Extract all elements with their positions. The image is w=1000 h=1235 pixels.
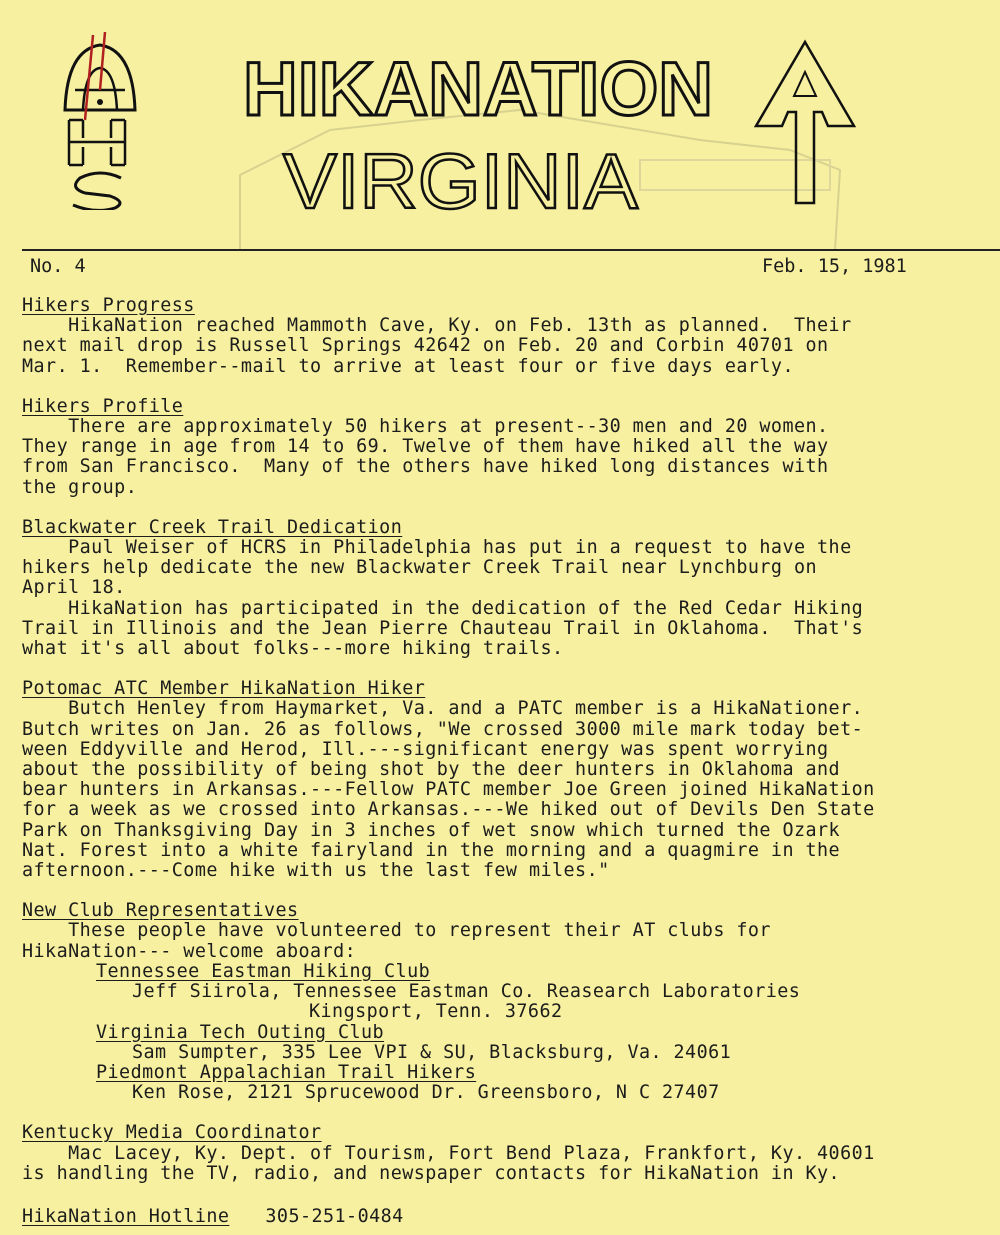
paragraph-line: ween Eddyville and Herod, Ill.---significant energy was spent worrying (22, 738, 829, 760)
paragraph-line: They range in age from 14 to 69. Twelve of them have hiked all the way (22, 436, 829, 458)
club-contact-city: Kingsport, Tenn. 37662 (309, 1001, 563, 1023)
paragraph-line: Nat. Forest into a white fairyland in the morning and a quagmire in the (22, 839, 841, 861)
paragraph-line: afternoon.---Come hike with us the last few miles." (22, 860, 610, 882)
section-heading: Blackwater Creek Trail Dedication (22, 516, 403, 538)
title-virginia: VIRGINIA (283, 137, 638, 225)
paragraph-line: Mar. 1. Remember--mail to arrive at least four or five days early. (22, 355, 794, 377)
paragraph-line: is handling the TV, radio, and newspaper contacts for HikaNation in Ky. (22, 1162, 841, 1184)
club-contact: Sam Sumpter, 335 Lee VPI & SU, Blacksburg, Va. 24061 (132, 1041, 732, 1063)
paragraph-line: hikers help dedicate the new Blackwater Creek Trail near Lynchburg on (22, 557, 818, 579)
issue-date: Feb. 15, 1981 (762, 256, 907, 277)
section-heading: Hikers Progress (22, 295, 195, 316)
masthead-divider (22, 249, 1000, 251)
section-blackwater-creek (22, 518, 982, 659)
club-contact: Jeff Siirola, Tennessee Eastman Co. Reasearch Laboratories (132, 981, 801, 1003)
paragraph-line: from San Francisco. Many of the others have hiked long distances with (22, 456, 829, 478)
ahs-logo (55, 30, 145, 210)
title-hikanation: HIKANATION (243, 47, 713, 132)
paragraph-line: HikaNation--- welcome aboard: (22, 940, 357, 962)
newsletter-body (22, 296, 982, 1204)
issue-number: No. 4 (30, 256, 86, 277)
paragraph-line: There are approximately 50 hikers at present--30 men and 20 women. (22, 416, 829, 438)
paragraph-line: Butch writes on Jan. 26 as follows, "We crossed 3000 mile mark today bet- (22, 718, 864, 740)
section-hikers-progress (22, 296, 982, 377)
paragraph-line: April 18. (22, 577, 126, 599)
club-name: Virginia Tech Outing Club (96, 1021, 385, 1043)
club-name: Piedmont Appalachian Trail Hikers (96, 1061, 477, 1083)
paragraph-line: HikaNation has participated in the dedication of the Red Cedar Hiking (22, 597, 864, 619)
paragraph-line: the group. (22, 476, 138, 498)
hotline-number: 305-251-0484 (265, 1206, 404, 1227)
masthead (0, 0, 1000, 250)
section-kentucky-media (22, 1123, 982, 1184)
paragraph-line: These people have volunteered to represent their AT clubs for (22, 920, 771, 942)
paragraph-line: next mail drop is Russell Springs 42642 on Feb. 20 and Corbin 40701 on (22, 335, 829, 357)
paragraph-line: Park on Thanksgiving Day in 3 inches of wet snow which turned the Ozark (22, 819, 841, 841)
hotline (22, 1206, 404, 1227)
section-heading: Hikers Profile (22, 395, 184, 417)
paragraph-line: HikaNation reached Mammoth Cave, Ky. on Feb. 13th as planned. Their (22, 315, 852, 337)
at-arrow-logo (750, 38, 860, 208)
section-heading: Potomac ATC Member HikaNation Hiker (22, 678, 426, 700)
paragraph-line: Trail in Illinois and the Jean Pierre Chauteau Trail in Oklahoma. That's (22, 617, 864, 639)
section-heading: Kentucky Media Coordinator (22, 1122, 322, 1144)
club-contact: Ken Rose, 2121 Sprucewood Dr. Greensboro, N C 27407 (132, 1082, 720, 1104)
paragraph-line: Mac Lacey, Ky. Dept. of Tourism, Fort Bend Plaza, Frankfort, Ky. 40601 (22, 1142, 875, 1164)
paragraph-line: for a week as we crossed into Arkansas.---We hiked out of Devils Den State (22, 799, 875, 821)
paragraph-line: bear hunters in Arkansas.---Fellow PATC member Joe Green joined HikaNation (22, 779, 875, 801)
paragraph-line: Butch Henley from Haymarket, Va. and a PATC member is a HikaNationer. (22, 698, 864, 720)
section-new-club-representatives (22, 901, 982, 1103)
section-hikers-profile (22, 397, 982, 498)
masthead-title (235, 40, 755, 240)
hotline-label: HikaNation Hotline (22, 1206, 230, 1227)
paragraph-line: about the possibility of being shot by the deer hunters in Oklahoma and (22, 759, 841, 781)
section-heading: New Club Representatives (22, 900, 299, 922)
paragraph-line: what it's all about folks---more hiking trails. (22, 638, 564, 660)
paragraph-line: Paul Weiser of HCRS in Philadelphia has put in a request to have the (22, 537, 852, 559)
section-potomac-atc (22, 679, 982, 881)
club-name: Tennessee Eastman Hiking Club (96, 960, 431, 982)
